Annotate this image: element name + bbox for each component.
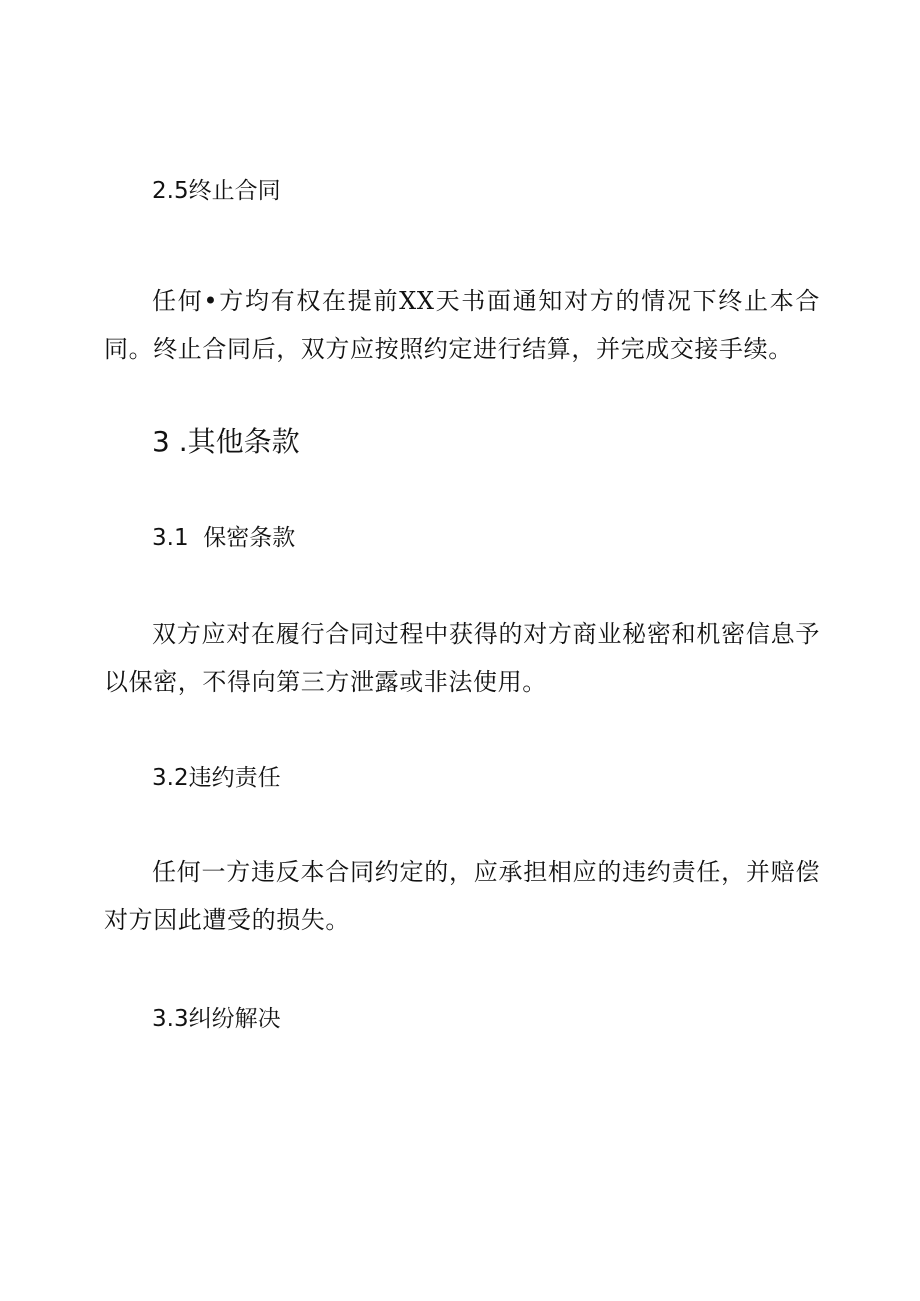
paragraph-liability: 任何一方违反本合同约定的，应承担相应的违约责任，并赔偿对方因此遭受的损失。 <box>104 858 820 934</box>
heading-3-2-liability: 3.2违约责任 <box>152 765 281 791</box>
heading-3-other-terms: 3 .其他条款 <box>152 425 300 458</box>
paragraph-confidentiality: 双方应对在履行合同过程中获得的对方商业秘密和机密信息予以保密，不得向第三方泄露或非法使用。 <box>104 620 820 696</box>
heading-2-5-termination: 2.5终止合同 <box>152 178 281 204</box>
heading-3-3-dispute-resolution: 3.3纠纷解决 <box>152 1006 281 1032</box>
heading-3-1-confidentiality: 3.1 保密条款 <box>152 525 296 551</box>
paragraph-termination: 任何•方均有权在提前XX天书面通知对方的情况下终止本合同。终止合同后，双方应按照约定进行结算，并完成交接手续。 <box>104 287 820 363</box>
